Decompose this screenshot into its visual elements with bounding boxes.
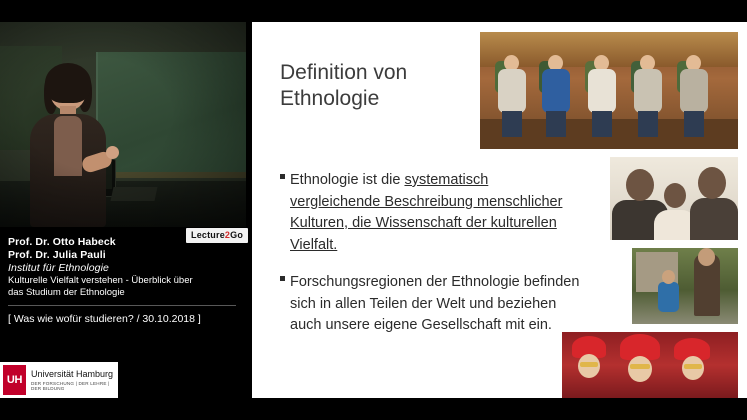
photo-festival-performers	[562, 332, 738, 398]
university-logo	[0, 362, 118, 398]
lecture-title-line-2: das Studium der Ethnologie	[8, 287, 125, 298]
hiker-figure	[676, 55, 712, 137]
festival-face	[628, 356, 652, 382]
video-vignette	[0, 22, 246, 227]
hiker-body	[588, 69, 616, 113]
hiker-figure	[584, 55, 620, 137]
child-figure	[658, 282, 679, 312]
hiker-legs	[592, 111, 612, 137]
series-info: [ Was wie wofür studieren? / 30.10.2018 ]	[8, 313, 201, 325]
hiker-legs	[502, 111, 522, 137]
hiker-body	[542, 69, 570, 113]
speaker-video-panel	[0, 0, 246, 420]
photo-child-and-adult	[632, 248, 738, 324]
uhh-logo-mark: UH	[3, 365, 26, 395]
portrait-person-body	[690, 198, 738, 240]
lecture-title-line-1: Kulturelle Vielfalt verstehen - Überblick über	[8, 275, 193, 286]
adult-head	[698, 248, 715, 266]
slide-bullet-1	[280, 170, 580, 256]
speaker-name-1: Prof. Dr. Otto Habeck	[8, 236, 116, 248]
hiker-body	[680, 69, 708, 113]
university-name: Universität Hamburg	[30, 368, 114, 379]
bullet-2-text: Forschungsregionen der Ethnologie befinden sich in allen Teilen der Welt und beziehen auch unsere eigene Gesellschaft mit ein.	[290, 274, 580, 333]
hiker-legs	[546, 111, 566, 137]
photo-hikers-with-backpacks	[480, 32, 738, 149]
portrait-head	[698, 167, 726, 199]
bullet-marker-icon	[280, 276, 285, 281]
festival-gold-ornament	[684, 364, 702, 369]
bullet-1-underlined: systematisch vergleichende Beschreibung menschlicher Kulturen, die Wissenschaft der kulturellen Vielfalt.	[290, 172, 563, 253]
badge-tail: Go	[230, 230, 244, 240]
portrait-head	[626, 169, 654, 201]
hiker-body	[634, 69, 662, 113]
hiker-legs	[684, 111, 704, 137]
bullet-1-lead: Ethnologie ist die	[290, 172, 405, 188]
credits-divider	[8, 305, 236, 306]
credits-block	[0, 236, 246, 326]
presentation-slide[interactable]	[252, 22, 747, 398]
slide-bullet-2	[280, 272, 580, 337]
bullet-marker-icon	[280, 174, 285, 179]
speaker-name-2: Prof. Dr. Julia Pauli	[8, 249, 106, 261]
speaker-video[interactable]	[0, 22, 246, 227]
festival-gold-ornament	[580, 362, 598, 367]
photo-family-portrait	[610, 157, 738, 240]
portrait-head	[664, 183, 686, 208]
university-motto: DER FORSCHUNG | DER LEHRE | DER BILDUNG	[30, 380, 110, 392]
badge-text: Lecture	[191, 230, 225, 240]
hiker-body	[498, 69, 526, 113]
institute-name: Institut für Ethnologie	[8, 262, 109, 274]
bullet-1-text	[280, 170, 580, 256]
slide-title: Definition von Ethnologie	[280, 61, 408, 110]
child-head	[662, 270, 675, 284]
uhh-logo-text	[31, 369, 118, 392]
hiker-legs	[638, 111, 658, 137]
festival-gold-ornament	[630, 364, 650, 369]
hiker-figure	[630, 55, 666, 137]
hiker-figure	[494, 55, 530, 137]
hiker-figure	[538, 55, 574, 137]
badge-accent: 2	[224, 230, 231, 240]
